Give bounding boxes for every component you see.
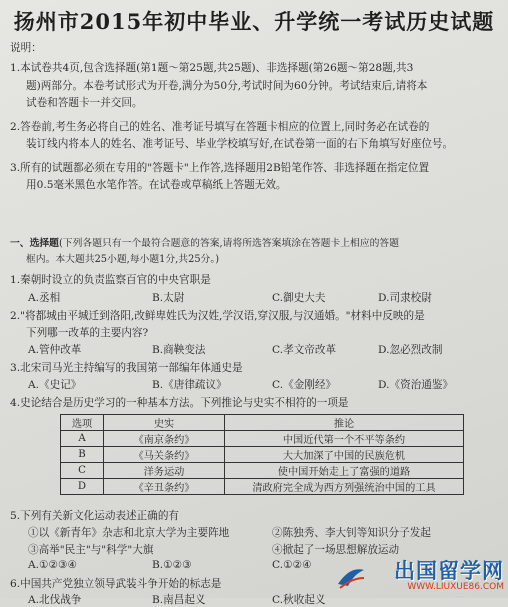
q1-option-a: A.丞相 xyxy=(28,292,61,304)
table-cell: 使中国开始走上了富强的道路 xyxy=(225,463,464,479)
q6-option-c: C.秋收起义 xyxy=(272,594,326,606)
table-cell: 中国近代第一个不平等条约 xyxy=(225,431,464,447)
table-header-cell: 史实 xyxy=(104,415,225,431)
airplane-logo-icon xyxy=(336,564,366,592)
note-line: 装订线内将本人的姓名、准考证号、毕业学校填写好,在试卷第一面的右下角填写好座位号。 xyxy=(26,138,454,150)
q5-option-b: B.①②③ xyxy=(152,559,192,571)
q5-item-4: ④掀起了一场思想解放运动 xyxy=(272,544,400,556)
table-row xyxy=(61,431,464,447)
question-1-stem: 1.秦朝时设立的负责监察百官的中央官职是 xyxy=(10,274,211,286)
table-cell: 洋务运动 xyxy=(104,463,225,479)
table-cell: A xyxy=(61,431,104,447)
q1-option-b: B.太尉 xyxy=(152,292,185,304)
notes-block xyxy=(10,60,453,195)
table-cell: 《南京条约》 xyxy=(104,431,225,447)
q2-option-b: B.商鞅变法 xyxy=(152,344,206,356)
question-4-stem: 4.史论结合是历史学习的一种基本方法。下列推论与史实不相符的一项是 xyxy=(10,397,349,409)
exam-title: 扬州市2015年初中毕业、升学统一考试历史试题 xyxy=(13,9,495,34)
table-cell: 《辛丑条约》 xyxy=(104,479,225,495)
table-cell: B xyxy=(61,447,104,463)
q1-option-c: C.御史大夫 xyxy=(272,292,326,304)
table-cell: 《马关条约》 xyxy=(104,447,225,463)
note-line: 用0.5毫米黑色水笔作答。在试卷或草稿纸上答题无效。 xyxy=(26,179,287,191)
table-cell: D xyxy=(61,479,104,495)
q2-option-a: A.管仲改革 xyxy=(28,344,82,356)
question-4-table xyxy=(60,414,464,495)
note-line: 试卷和答题卡一并交回。 xyxy=(26,97,143,109)
q3-option-c: C.《金刚经》 xyxy=(272,379,337,391)
section-desc: (下列各题只有一个最符合题意的答案,请将所选答案填涂在答题卡上相应的答题 xyxy=(58,238,400,249)
question-3-stem: 3.北宋司马光主持编写的我国第一部编年体通史是 xyxy=(10,362,243,374)
q3-option-b: B.《唐律疏议》 xyxy=(152,379,227,391)
site-watermark xyxy=(336,560,504,596)
table-row xyxy=(61,463,464,479)
table-header-row xyxy=(61,415,464,431)
section-desc-line2: 框内。本大题共25小题,每小题1分,共25分。) xyxy=(26,254,220,265)
q1-option-d: D.司隶校尉 xyxy=(378,292,432,304)
q5-item-2: ②陈独秀、李大钊等知识分子发起 xyxy=(272,527,431,539)
q5-item-3: ③高举"民主"与"科学"大旗 xyxy=(28,544,154,556)
q5-item-1: ①以《新青年》杂志和北京大学为主要阵地 xyxy=(28,527,230,539)
note-line: 题)两部分。本卷考试形式为开卷,满分为50分,考试时间为60分钟。考试结束后,请将本 xyxy=(26,79,428,92)
question-6-stem: 6.中国共产党独立领导武装斗争开始的标志是 xyxy=(10,578,222,590)
q2-option-d: D.忽必烈改制 xyxy=(378,344,443,356)
q6-option-b: B.南昌起义 xyxy=(152,594,206,606)
table-cell: C xyxy=(61,463,104,479)
q2-option-c: C.孝文帝改革 xyxy=(272,344,337,356)
table-cell: 大大加深了中国的民族危机 xyxy=(225,447,464,463)
question-2-stem: 2."将都城由平城迁到洛阳,改鲜卑姓氏为汉姓,学汉语,穿汉服,与汉通婚。"材料中反映的是 xyxy=(10,310,425,322)
watermark-text: 出国留学网 xyxy=(394,559,504,583)
question-5-stem: 5.下列有关新文化运动表述正确的有 xyxy=(10,510,180,522)
table-row xyxy=(61,479,464,495)
notes-label: 说明： xyxy=(10,42,42,54)
q3-option-a: A.《史记》 xyxy=(28,379,82,391)
section-heading: 一、选择题 xyxy=(10,238,59,249)
note-line: 1.本试卷共4页,包含选择题(第1题～第25题,共25题)、非选择题(第26题～第28题,共3 xyxy=(10,62,414,74)
table-row xyxy=(61,447,464,463)
q3-option-d: D.《资治通鉴》 xyxy=(378,379,454,391)
note-line: 3.所有的试题都必须在专用的"答题卡"上作答,选择题用2B铅笔作答、非选择题在指定位置 xyxy=(10,161,430,174)
q5-option-a: A.①②③④ xyxy=(28,559,78,571)
table-header-cell: 推论 xyxy=(225,415,464,431)
section-header xyxy=(10,236,399,268)
watermark-url: WWW.LIUXUE86.COM xyxy=(407,582,504,592)
q5-option-c: C.①②④ xyxy=(272,559,312,571)
table-cell: 清政府完全成为西方列强统治中国的工具 xyxy=(225,479,464,495)
question-2-stem-line2: 下列哪一改革的主要内容? xyxy=(26,327,149,339)
q6-option-a: A.北伐战争 xyxy=(28,594,82,606)
table-header-cell: 选项 xyxy=(61,415,104,431)
note-line: 2.答卷前,考生务必将自己的姓名、准考证号填写在答题卡相应的位置上,同时务必在试卷的 xyxy=(10,120,430,133)
